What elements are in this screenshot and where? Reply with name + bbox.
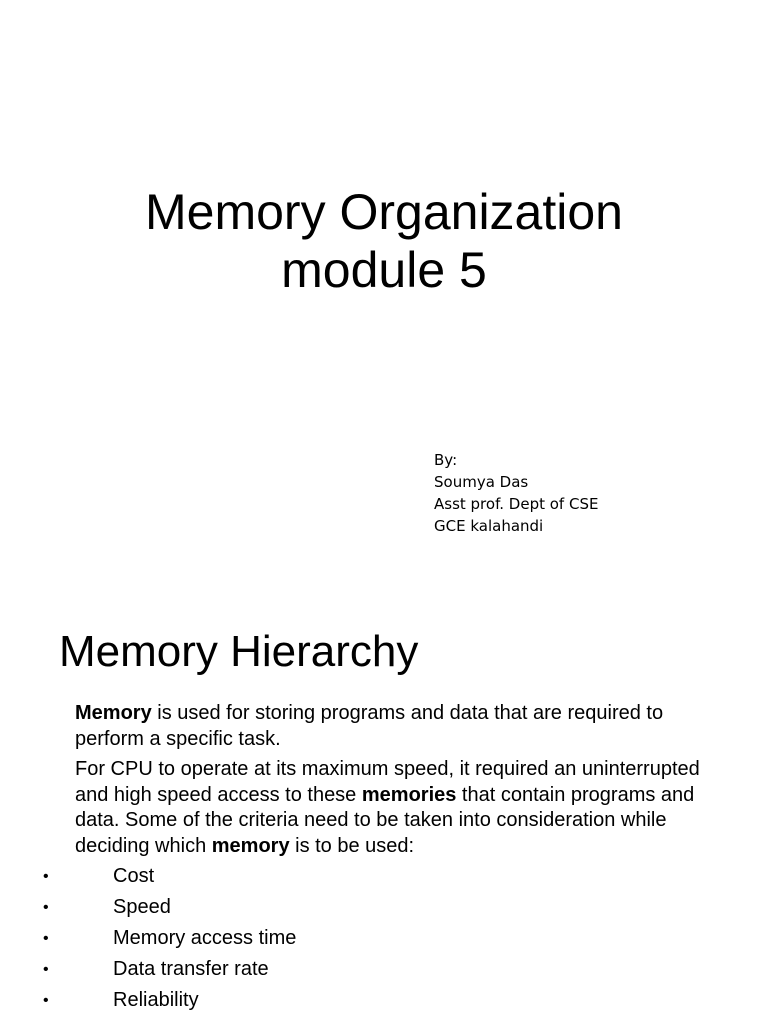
bold-term: Memory (75, 702, 152, 724)
byline-label: By: (434, 451, 458, 469)
author-byline (434, 449, 598, 537)
paragraph-text: is used for storing programs and data that are required to perform a specific task. (75, 702, 664, 750)
bold-term: memory (211, 834, 290, 857)
author-name: Soumya Das (434, 473, 529, 491)
list-item-text: Cost (113, 865, 155, 887)
bullet-icon: • (43, 930, 49, 947)
memory-definition-paragraph (75, 701, 715, 752)
author-institution: GCE kalahandi (434, 517, 544, 535)
bullet-icon: • (43, 899, 49, 916)
title-line-1: Memory Organization (145, 184, 623, 240)
bullet-icon: • (43, 992, 49, 1009)
paragraph-text: that contain programs and data. Some of the criteria need to be taken into consideration while deciding which (75, 783, 695, 857)
bold-term: memories (361, 783, 457, 806)
bullet-icon: • (43, 961, 49, 978)
section-heading: Memory Hierarchy (59, 627, 419, 676)
list-item-text: Memory access time (113, 927, 297, 949)
bullet-icon: • (43, 868, 49, 885)
author-position: Asst prof. Dept of CSE (434, 495, 599, 513)
paragraph-text: For CPU to operate at its maximum speed, it required an uninterrupted and high speed access to these (75, 758, 700, 806)
cpu-access-paragraph (75, 757, 715, 859)
presentation-title (0, 183, 768, 299)
list-item-text: Speed (113, 896, 171, 918)
paragraph-text: is to be used: (289, 834, 415, 857)
list-item-text: Reliability (113, 989, 199, 1011)
list-item-text: Data transfer rate (113, 958, 269, 980)
title-line-2: module 5 (281, 242, 487, 298)
